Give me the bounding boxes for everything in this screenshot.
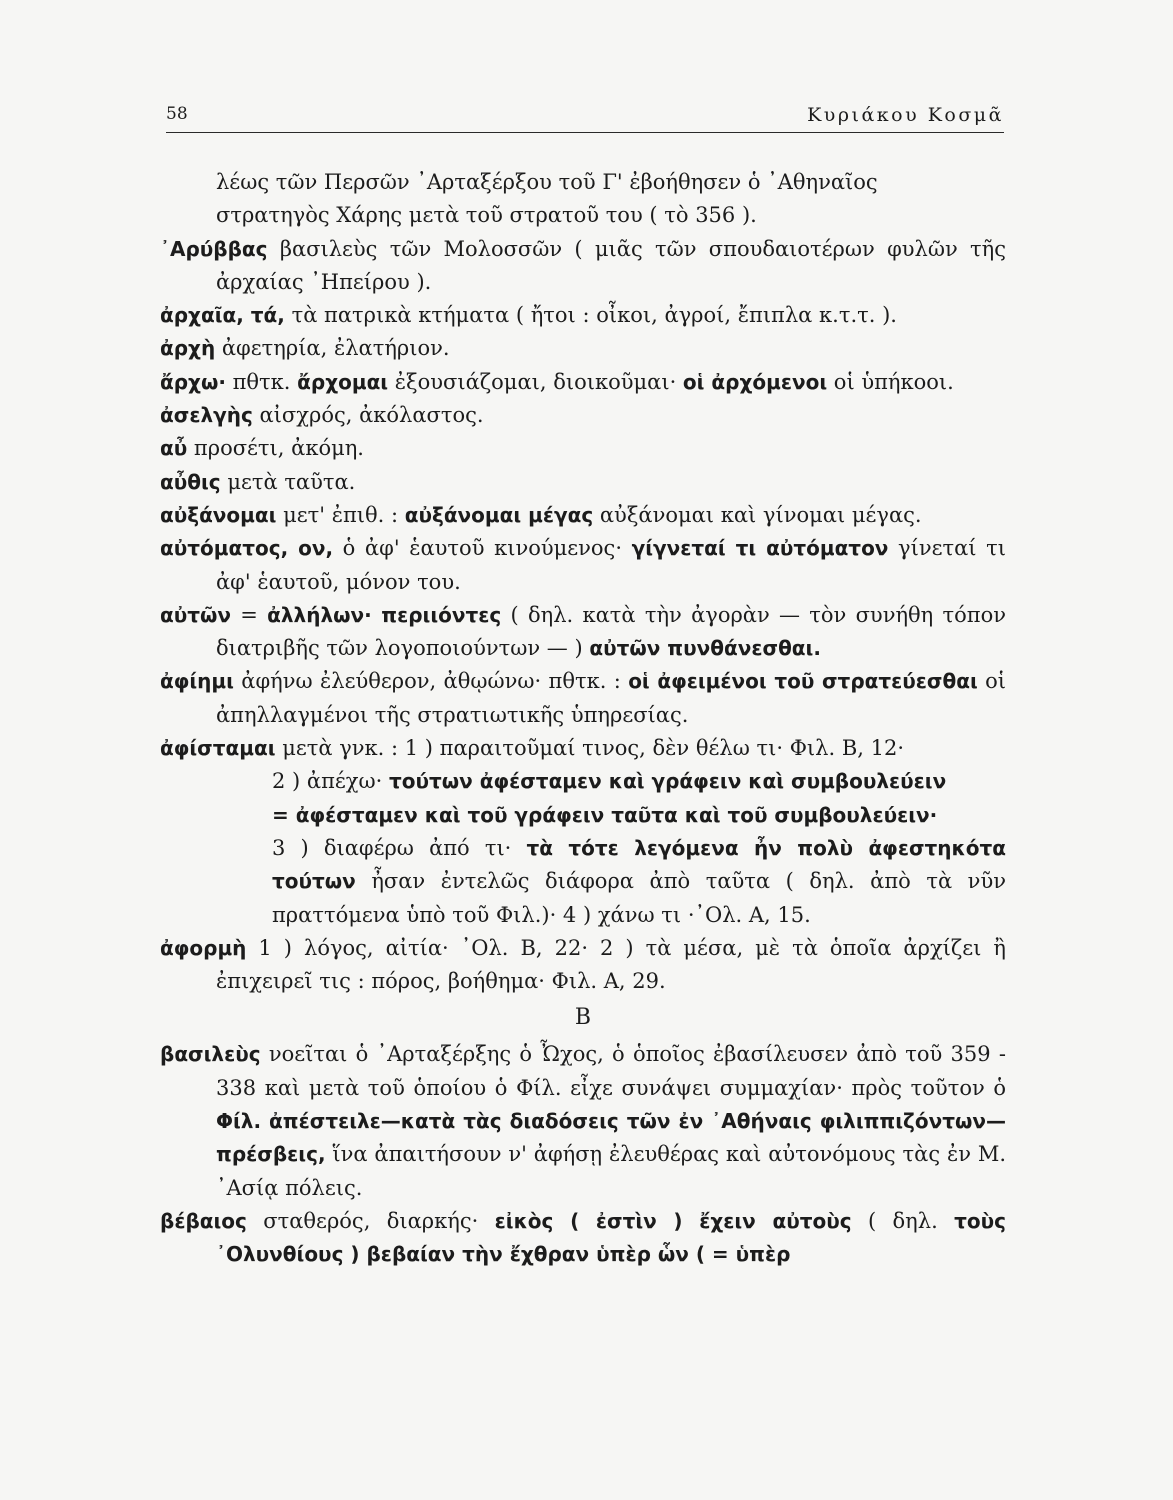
entry-text: σταθερός, διαρκής· xyxy=(246,1208,495,1233)
entry-phrase: Φίλ. ἀπέστειλε—κατὰ τὰς διαδόσεις τῶν ἐν ᾿Αθήναις φιλιππιζόντων—πρέσβεις, xyxy=(216,1109,1006,1167)
glossary-entry xyxy=(160,599,1006,666)
entry-text: ἵνα ἀπαιτήσουν ν' ἀφήσῃ ἐλευθέρας καὶ αὐτονόμους τὰς ἐν Μ. ᾿Ασίᾳ πόλεις. xyxy=(216,1142,1006,1200)
entry-headword: ἀφορμὴ xyxy=(160,935,247,960)
glossary-entry xyxy=(160,532,1006,599)
entry-text: = xyxy=(231,602,268,627)
entry-text: ὁ ἀφ' ἑαυτοῦ κινούμενος· xyxy=(333,536,632,561)
glossary-entry xyxy=(160,233,1006,300)
entry-text: ἦσαν ἐντελῶς διάφορα ἀπὸ ταῦτα ( δηλ. ἀπὸ τὰ νῦν πραττόμενα ὑπὸ τοῦ Φιλ.)· 4 ) χάνω τι ·᾿Ολ. Α, 15. xyxy=(272,869,1006,927)
entry-phrase: οἱ ἀρχόμενοι xyxy=(682,369,828,394)
entry-phrase: = ἀφέσταμεν καὶ τοῦ γράφειν ταῦτα καὶ τοῦ συμβουλεύειν· xyxy=(272,802,938,827)
entry-text: ἀφετηρία, ἐλατήριον. xyxy=(215,336,450,361)
entry-phrase: ἀλλήλων· περιιόντες xyxy=(267,602,502,627)
entry-text: μετὰ ταῦτα. xyxy=(220,469,356,494)
entry-text: 3 ) διαφέρω ἀπό τι· xyxy=(272,835,527,860)
glossary-entry xyxy=(160,332,1006,365)
entry-headword: αὖθις xyxy=(160,469,221,494)
entry-headword: ἄρχω· xyxy=(160,369,226,394)
glossary-body xyxy=(160,166,1006,1272)
glossary-entry xyxy=(160,499,1006,532)
entry-headword: ἀρχὴ xyxy=(160,336,216,361)
glossary-entry xyxy=(160,399,1006,432)
entry-text: αὐξάνομαι καὶ γίνομαι μέγας. xyxy=(593,502,922,527)
entry-phrase: γίγνεταί τι αὐτόματον xyxy=(631,536,889,561)
entry-headword: αὐτῶν xyxy=(160,602,232,627)
entry-phrase: οἱ ἀφειμένοι τοῦ στρατεύεσθαι xyxy=(628,669,978,694)
text-line: στρατηγὸς Χάρης μετὰ τοῦ στρατοῦ του ( τὸ 356 ). xyxy=(216,203,757,228)
entry-headword-secondary: ἄρχομαι xyxy=(297,369,389,394)
glossary-entry xyxy=(160,466,1006,499)
entry-headword: βέβαιος xyxy=(160,1208,247,1233)
entry-text: τὰ πατρικὰ κτήματα ( ἤτοι : οἶκοι, ἀγροί, ἔπιπλα κ.τ.τ. ). xyxy=(284,303,897,328)
entry-phrase: τοὺς ᾿Ολυνθίους ) βεβαίαν τὴν ἔχθραν ὑπὲρ ὧν ( = ὑπὲρ xyxy=(216,1208,1006,1267)
entry-phrase: τούτων ἀφέσταμεν καὶ γράφειν καὶ συμβουλεύειν xyxy=(388,769,947,794)
page-header xyxy=(166,100,1004,133)
glossary-entry xyxy=(160,932,1006,999)
section-letter: Β xyxy=(574,1005,592,1031)
entry-phrase: αὐξάνομαι μέγας xyxy=(404,502,594,527)
glossary-entry xyxy=(160,665,1006,732)
entry-sense xyxy=(216,765,1006,798)
entry-text: οἱ ἀπηλλαγμένοι τῆς στρατιωτικῆς ὑπηρεσίας. xyxy=(216,669,1006,727)
entry-text: βασιλεὺς τῶν Μολοσσῶν ( μιᾶς τῶν σπουδαιοτέρων φυλῶν τῆς ἀρχαίας ᾿Ηπείρου ). xyxy=(216,236,1006,294)
entry-headword: βασιλεὺς xyxy=(160,1042,261,1067)
entry-sense xyxy=(216,832,1006,932)
entry-text: γίνεταί τι ἀφ' ἑαυτοῦ, μόνον του. xyxy=(216,536,1006,594)
glossary-entry xyxy=(160,1205,1006,1272)
page-number: 58 xyxy=(166,104,188,124)
glossary-entry xyxy=(160,299,1006,332)
entry-text: ( δηλ. xyxy=(851,1208,955,1233)
entry-text: ἐξουσιάζομαι, διοικοῦμαι· xyxy=(388,369,683,394)
glossary-entry xyxy=(160,732,1006,932)
entry-headword: ἀσελγὴς xyxy=(160,403,253,428)
text-line: λέως τῶν Περσῶν ᾿Αρταξέρξου τοῦ Γ' ἐβοήθησεν ὁ ᾿Αθηναῖος xyxy=(216,170,878,194)
entry-phrase: αὐτῶν πυνθάνεσθαι. xyxy=(589,636,821,661)
entry-text: 1 ) λόγος, αἰτία· ᾿Ολ. Β, 22· 2 ) τὰ μέσα, μὲ τὰ ὁποῖα ἀρχίζει ἢ ἐπιχειρεῖ τις : πόρος, βοήθημα· Φιλ. Α, 29. xyxy=(216,935,1006,994)
entry-sense xyxy=(216,799,1006,832)
entry-text: νοεῖται ὁ ᾿Αρταξέρξης ὁ Ὦχος, ὁ ὁποῖος ἐβασίλευσεν ἀπὸ τοῦ 359 - 338 καὶ μετὰ τοῦ ὁποίου ὁ Φίλ. εἶχε συνάψει συμμαχίαν· πρὸς τοῦτον ὁ xyxy=(216,1042,1006,1100)
running-title: Κυριάκου Κοσμᾶ xyxy=(807,104,1004,126)
glossary-entry xyxy=(160,432,1006,465)
entry-text: αἰσχρός, ἀκόλαστος. xyxy=(252,403,484,428)
entry-phrase: εἰκὸς ( ἐστὶν ) ἔχειν αὐτοὺς xyxy=(494,1208,852,1233)
entry-text: μετ' ἐπιθ. : xyxy=(276,502,405,527)
entry-headword: αὐξάνομαι xyxy=(160,502,277,527)
entry-text: προσέτι, ἀκόμη. xyxy=(187,436,364,461)
entry-text: ἀφήνω ἐλεύθερον, ἀθῳώνω· πθτκ. : xyxy=(233,669,629,694)
entry-text: πθτκ. xyxy=(225,369,298,394)
entry-text: μετὰ γνκ. : 1 ) παραιτοῦμαί τινος, δὲν θέλω τι· Φιλ. Β, 12· xyxy=(275,736,904,761)
entry-headword: ἀρχαῖα, τά, xyxy=(160,303,285,328)
entry-headword: αὐτόματος, ον, xyxy=(160,536,334,561)
glossary-entry xyxy=(160,366,1006,399)
entry-phrase: τὰ τότε λεγόμενα ἦν πολὺ ἀφεστηκότα τούτων xyxy=(272,835,1006,894)
entry-headword: ᾿Αρύββας xyxy=(160,236,268,261)
entry-headword: ἀφίσταμαι xyxy=(160,736,276,761)
entry-text: 2 ) ἀπέχω· xyxy=(272,769,389,794)
glossary-entry xyxy=(160,1038,1006,1204)
continued-entry xyxy=(160,166,1006,233)
entry-text: ( δηλ. κατὰ τὴν ἀγορὰν — τὸν συνήθη τόπον διατριβῆς τῶν λογοποιούντων — ) xyxy=(216,602,1007,661)
entry-headword: ἀφίημι xyxy=(160,669,234,694)
entry-text: οἱ ὑπήκοοι. xyxy=(827,369,954,394)
entry-headword: αὖ xyxy=(160,436,188,461)
